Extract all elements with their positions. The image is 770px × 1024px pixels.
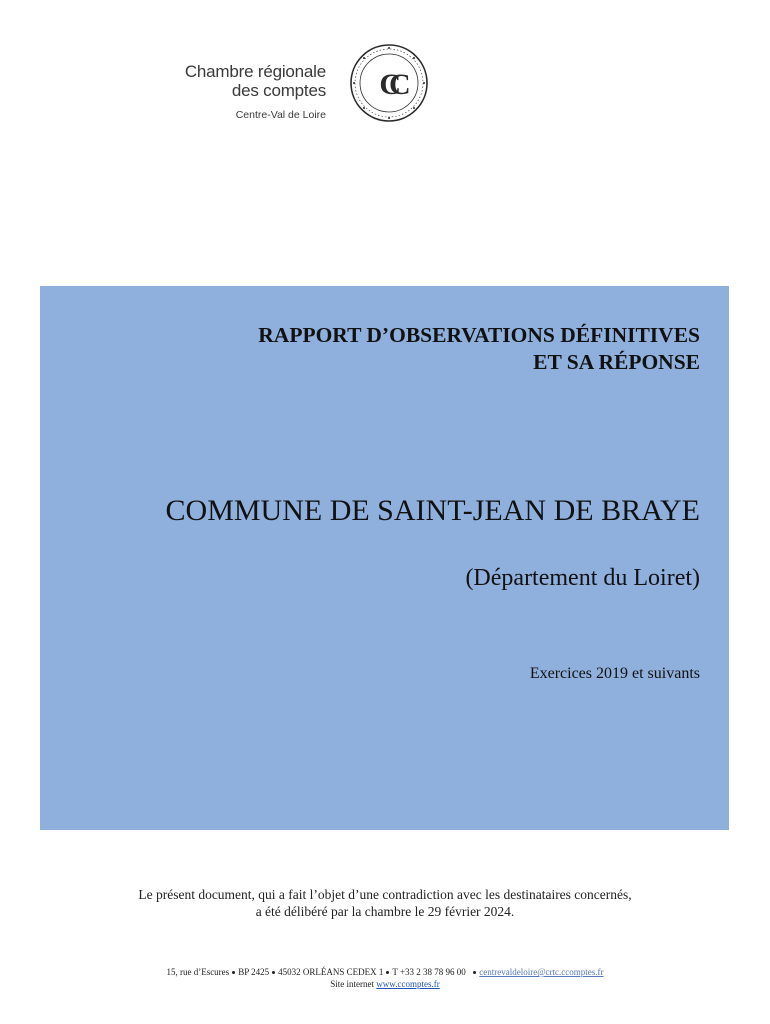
report-title-line1: RAPPORT D’OBSERVATIONS DÉFINITIVES (258, 323, 700, 347)
cover-panel (40, 286, 729, 830)
footer (0, 966, 770, 990)
footer-email-link[interactable]: centrevaldeloire@crtc.ccomptes.fr (479, 967, 604, 977)
entity-name: COMMUNE DE SAINT-JEAN DE BRAYE (165, 494, 700, 527)
footer-contact-line (0, 966, 770, 978)
report-title (258, 322, 700, 376)
seal-letters: CC (379, 68, 399, 101)
footer-phone: T +33 2 38 78 96 00 (392, 967, 466, 977)
footer-address: 15, rue d’Escures (166, 967, 230, 977)
footer-city: 45032 ORLÉANS CEDEX 1 (278, 967, 384, 977)
department-label: (Département du Loiret) (465, 565, 700, 591)
org-region: Centre-Val de Loire (235, 109, 326, 121)
footer-site-label: Site internet (330, 979, 375, 989)
seal-icon (348, 42, 430, 124)
footer-site-link[interactable]: www.ccomptes.fr (376, 979, 440, 989)
logo-text (185, 62, 326, 122)
footer-site-line (0, 978, 770, 990)
bullet-icon (272, 971, 275, 974)
bullet-icon (386, 971, 389, 974)
bullet-icon (232, 971, 235, 974)
deliberation-notice (0, 886, 770, 920)
exercise-label: Exercices 2019 et suivants (529, 665, 700, 682)
deliberation-line2: a été délibéré par la chambre le 29 février 2024. (255, 904, 515, 919)
bullet-icon (473, 971, 476, 974)
org-name-line2: des comptes (231, 81, 326, 100)
deliberation-line1: Le présent document, qui a fait l’objet d’une contradiction avec les destinataires concernés, (138, 887, 632, 902)
report-title-line2: ET SA RÉPONSE (533, 350, 700, 374)
org-name-line1: Chambre régionale (184, 62, 326, 81)
footer-po-box: BP 2425 (238, 967, 270, 977)
institution-logo (150, 42, 430, 124)
